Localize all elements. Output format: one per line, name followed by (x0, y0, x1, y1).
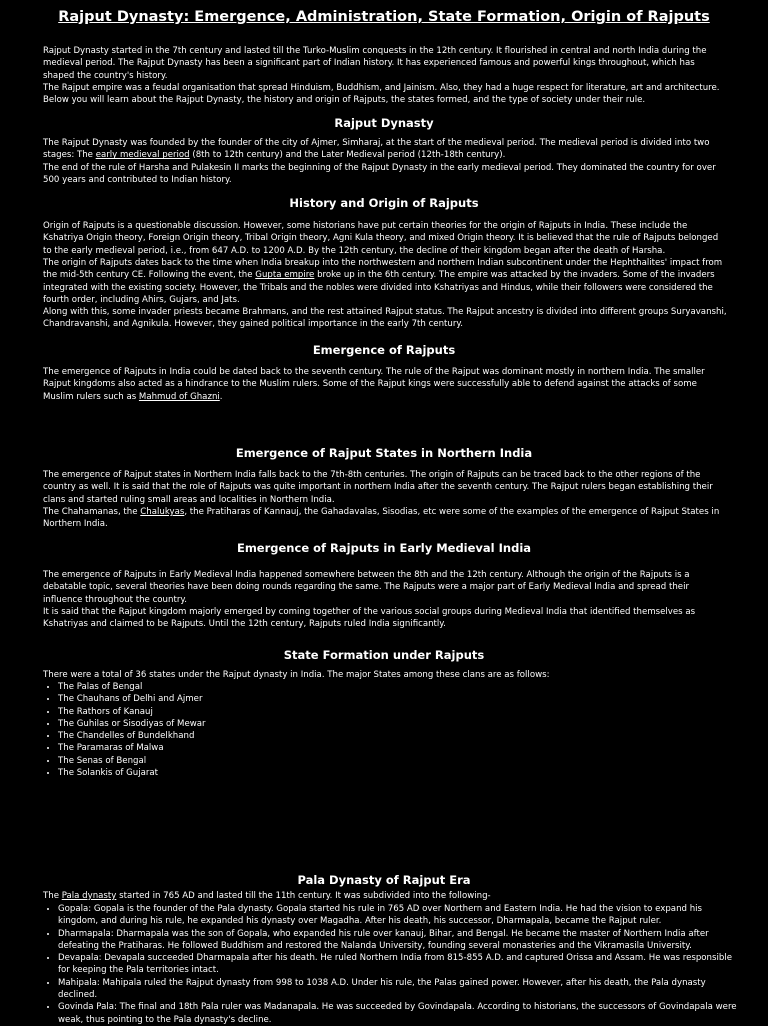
list-item: • The Chandelles of Bundelkhand (58, 730, 743, 742)
rajput-dynasty-paragraph-1: The Rajput Dynasty was founded by the founder of the city of Ajmer, Simharaj, at the start of the medieval period. The medieval period is divided into two stages: The early medieval period (8th to 12th century) and the Later Medieval period (12th-18th century). (43, 138, 710, 161)
northern-india-paragraph-2: The Chahamanas, the Chalukyas, the Pratiharas of Kannauj, the Gahadavalas, Sisodias, etc were some of the examples of the emergence of Rajput States in Northern India. (43, 507, 720, 530)
chalukyas-link[interactable]: Chalukyas (140, 507, 185, 517)
list-item: • The Paramaras of Malwa (58, 742, 743, 754)
pala-rulers-list (43, 903, 743, 1026)
heading-history-origin: History and Origin of Rajputs (289, 196, 479, 210)
pala-dynasty-link[interactable]: Pala dynasty (61, 891, 117, 901)
heading-rajput-dynasty: Rajput Dynasty (334, 116, 434, 130)
history-paragraph-3: Along with this, some invader priests became Brahmans, and the rest attained Rajput status. The Rajput ancestry is divided into different groups Suryavanshi, Chandravanshi, and Agnikula. However, they gained political importance in the early 7th century. (43, 307, 727, 330)
early-medieval-period-link[interactable]: early medieval period (95, 150, 190, 161)
list-item: • The Palas of Bengal (58, 681, 743, 693)
list-item: • Devapala: Devapala succeeded Dharmapala after his death. He ruled Northern India from 815-855 A.D. and captured Orissa and Assam. He was responsible for keeping the Pala territories intact. (58, 952, 743, 977)
history-paragraph-2: The origin of Rajputs dates back to the time when India breakup into the northwestern and northern Indian subcontinent under the Hephthalites' impact from the mid-5th century CE. Following the event, the Gupta empire broke up in the 6th century. The empire was attacked by the invaders. Some of the invaders integrated with the existing society. However, the Tribals and the nobles were divided into Kshatriyas and Hindus, while their followers were considered the fourth order, including Ahirs, Gujars, and Jats. (43, 258, 723, 305)
heading-pala-dynasty: Pala Dynasty of Rajput Era (297, 873, 471, 887)
heading-state-formation: State Formation under Rajputs (283, 648, 485, 662)
list-item: • Dharmapala: Dharmapala was the son of Gopala, who expanded his rule over kanauj, Bihar, and Bengal. He became the master of Northern India after defeating the Pratiharas. He followed Buddhism and restored the Nalanda University, founding several monasteries and the Vikramasila University. (58, 928, 743, 953)
heading-emergence-rajputs: Emergence of Rajputs (312, 343, 456, 357)
heading-early-medieval-india: Emergence of Rajputs in Early Medieval India (236, 541, 532, 555)
list-item: • The Rathors of Kanauj (58, 706, 743, 718)
intro-paragraph-2: The Rajput empire was a feudal organisation that spread Hinduism, Buddhism, and Jainism. Also, they had a huge respect for literature, art and architecture. Below you will learn about the Rajput Dynasty, the history and origin of Rajputs, the states formed, and the type of society under their rule. (43, 83, 720, 106)
list-item: • The Chauhans of Delhi and Ajmer (58, 693, 743, 705)
heading-rajput-states-northern-india: Emergence of Rajput States in Northern India (235, 446, 533, 460)
rajput-dynasty-paragraph-2: The end of the rule of Harsha and Pulakesin II marks the beginning of the Rajput Dynasty in the early medieval period. They dominated the country for over 500 years and contributed to Indian history. (43, 163, 716, 186)
intro-paragraph-1: Rajput Dynasty started in the 7th century and lasted till the Turko-Muslim conquests in the 12th century. It flourished in central and north India during the medieval period. The Rajput Dynasty has been a significant part of Indian history. It has experienced famous and powerful kings throughout, which has shaped the country's history. (43, 46, 707, 81)
early-medieval-paragraph-1: The emergence of Rajputs in Early Medieval India happened somewhere between the 8th and the 12th century. Although the origin of the Rajputs is a debatable topic, several theories have been doing rounds regarding the same. The Rajputs were a major part of Early Medieval India and spread their influence throughout the country. (43, 570, 690, 605)
list-item: • Gopala: Gopala is the founder of the Pala dynasty. Gopala started his rule in 765 AD over Northern and Eastern India. He had the vision to expand his kingdom, and during his rule, he expanded his dynasty over Magadha. After his death, his successor, Dharmapala, became the Rajput ruler. (58, 903, 743, 928)
states-list (43, 681, 743, 779)
page-title: Rajput Dynasty: Emergence, Administration, State Formation, Origin of Rajputs (58, 9, 710, 25)
list-item: • The Guhilas or Sisodiyas of Mewar (58, 718, 743, 730)
list-item: • The Solankis of Gujarat (58, 767, 743, 779)
emergence-paragraph-1: The emergence of Rajputs in India could be dated back to the seventh century. The rule of the Rajput was dominant mostly in northern India. The smaller Rajput kingdoms also acted as a hindrance to the Muslim rulers. Some of the Rajput kings were successfully able to defend against the attacks of some Muslim rulers such as Mahmud of Ghazni. (43, 367, 705, 402)
list-item: • Govinda Pala: The final and 18th Pala ruler was Madanapala. He was succeeded by Govindapala. According to historians, the successors of Govindapala were weak, thus pointing to the Pala dynasty's decline. (58, 1001, 743, 1026)
gupta-empire-link[interactable]: Gupta empire (255, 270, 315, 281)
pala-dynasty-paragraph: The Pala dynasty started in 765 AD and lasted till the 11th century. It was subdivided into the following- (43, 891, 491, 901)
state-formation-paragraph: There were a total of 36 states under the Rajput dynasty in India. The major States among these clans are as follows: (43, 670, 550, 680)
list-item: • Mahipala: Mahipala ruled the Rajput dynasty from 998 to 1038 A.D. Under his rule, the Palas gained power. However, after his death, the Pala dynasty declined. (58, 977, 743, 1002)
mahmud-of-ghazni-link[interactable]: Mahmud of Ghazni (138, 391, 220, 402)
northern-india-paragraph-1: The emergence of Rajput states in Northern India falls back to the 7th-8th centuries. The origin of Rajputs can be traced back to the other regions of the country as well. It is said that the role of Rajputs was quite important in northern India after the seventh century. The Rajput rulers began establishing their clans and started ruling small areas and localities in Northern India. (43, 470, 713, 505)
history-paragraph-1: Origin of Rajputs is a questionable discussion. However, some historians have put certain theories for the origin of Rajputs in India. These include the Kshatriya Origin theory, Foreign Origin theory, Tribal Origin theory, Agni Kula theory, and mixed Origin theory. It is believed that the rule of Rajputs belonged to the early medieval period, i.e., from 647 A.D. to 1200 A.D. By the 12th century, the decline of their kingdom began after the death of Harsha. (43, 221, 719, 256)
list-item: • The Senas of Bengal (58, 755, 743, 767)
early-medieval-paragraph-2: It is said that the Rajput kingdom majorly emerged by coming together of the various social groups during Medieval India that identified themselves as Kshatriyas and claimed to be Rajputs. Until the 12th century, Rajputs ruled India significantly. (43, 607, 696, 630)
